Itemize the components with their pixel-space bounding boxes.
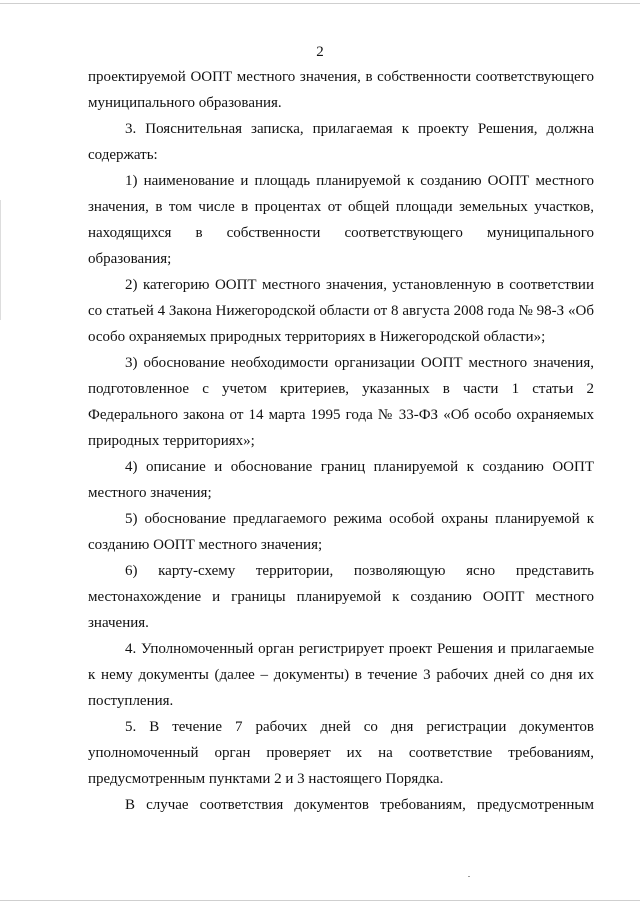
paragraph-subitem-1: 1) наименование и площадь планируемой к созданию ООПТ местного значения, в том числе в процентах от общей площади земельных участков, находящихся в собственности соответствующего муниципального образования; [88, 173, 594, 267]
top-scan-edge [0, 3, 640, 4]
paragraph-item-5: 5. В течение 7 рабочих дней со дня регистрации документов уполномоченный орган проверяет их на соответствие требованиям, предусмотренным пунктами 2 и 3 настоящего Порядка. [88, 719, 594, 787]
left-scan-edge [0, 200, 1, 320]
paragraph-item-3: 3. Пояснительная записка, прилагаемая к проекту Решения, должна содержать: [88, 121, 594, 163]
paragraph-item-4: 4. Уполномоченный орган регистрирует проект Решения и прилагаемые к нему документы (далее – документы) в течение 3 рабочих дней со дня их поступления. [88, 641, 594, 709]
document-body [88, 64, 594, 818]
paragraph-item-5-cont: В случае соответствия документов требованиям, предусмотренным [125, 797, 594, 813]
bottom-scan-edge [0, 900, 640, 901]
paragraph-subitem-4: 4) описание и обоснование границ планируемой к созданию ООПТ местного значения; [88, 459, 594, 501]
paragraph-subitem-5: 5) обоснование предлагаемого режима особой охраны планируемой к созданию ООПТ местного значения; [88, 511, 594, 553]
paragraph-subitem-3: 3) обоснование необходимости организации ООПТ местного значения, подготовленное с учетом критериев, указанных в части 1 статьи 2 Федерального закона от 14 марта 1995 года № 33-ФЗ «Об особо охраняемых природных территориях»; [88, 355, 594, 449]
paragraph-subitem-2: 2) категорию ООПТ местного значения, установленную в соответствии со статьей 4 Закона Нижегородской области от 8 августа 2008 года № 98-З «Об особо охраняемых природных территориях в Нижегородской области»; [88, 277, 594, 345]
scan-speck [468, 876, 470, 877]
page-number: 2 [316, 44, 324, 60]
paragraph-continuation: проектируемой ООПТ местного значения, в собственности соответствующего муниципального образования. [88, 69, 594, 111]
paragraph-subitem-6: 6) карту-схему территории, позволяющую ясно представить местонахождение и границы планируемой к созданию ООПТ местного значения. [88, 563, 594, 631]
